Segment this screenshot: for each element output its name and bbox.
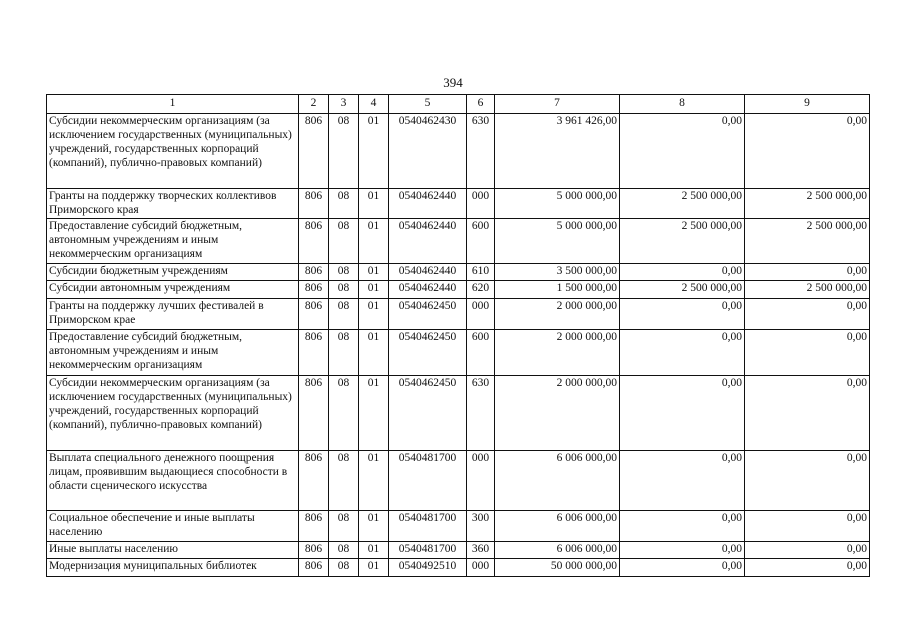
grbs-code: 806: [299, 542, 329, 559]
column-header: 9: [745, 95, 870, 114]
table-row: [47, 299, 870, 330]
row-name: Модернизация муниципальных библиотек: [47, 559, 299, 577]
section-code: 08: [329, 299, 359, 330]
grbs-code: 806: [299, 281, 329, 299]
expense-type-code: 000: [467, 189, 495, 219]
section-code: 08: [329, 114, 359, 189]
amount-col7: 50 000 000,00: [495, 559, 620, 577]
subsection-code: 01: [359, 281, 389, 299]
column-header: 1: [47, 95, 299, 114]
subsection-code: 01: [359, 559, 389, 577]
table-row: [47, 281, 870, 299]
expense-type-code: 000: [467, 299, 495, 330]
amount-col7: 2 000 000,00: [495, 376, 620, 451]
column-header: 6: [467, 95, 495, 114]
section-code: 08: [329, 542, 359, 559]
column-header: 7: [495, 95, 620, 114]
table-body: [47, 114, 870, 577]
expense-type-code: 610: [467, 264, 495, 281]
grbs-code: 806: [299, 451, 329, 511]
table-row: [47, 511, 870, 542]
target-article-code: 0540481700: [389, 451, 467, 511]
subsection-code: 01: [359, 330, 389, 376]
amount-col9: 0,00: [745, 376, 870, 451]
target-article-code: 0540462450: [389, 376, 467, 451]
header-row: [47, 95, 870, 114]
table-row: [47, 330, 870, 376]
amount-col8: 0,00: [620, 559, 745, 577]
subsection-code: 01: [359, 219, 389, 264]
amount-col8: 2 500 000,00: [620, 219, 745, 264]
section-code: 08: [329, 376, 359, 451]
amount-col9: 0,00: [745, 451, 870, 511]
section-code: 08: [329, 281, 359, 299]
table-row: [47, 451, 870, 511]
grbs-code: 806: [299, 511, 329, 542]
target-article-code: 0540462430: [389, 114, 467, 189]
target-article-code: 0540462440: [389, 281, 467, 299]
row-name: Социальное обеспечение и иные выплаты населению: [47, 511, 299, 542]
amount-col8: 0,00: [620, 511, 745, 542]
target-article-code: 0540462440: [389, 189, 467, 219]
column-header: 3: [329, 95, 359, 114]
table-row: [47, 219, 870, 264]
amount-col8: 0,00: [620, 330, 745, 376]
amount-col7: 5 000 000,00: [495, 189, 620, 219]
subsection-code: 01: [359, 542, 389, 559]
grbs-code: 806: [299, 114, 329, 189]
amount-col8: 0,00: [620, 451, 745, 511]
target-article-code: 0540462440: [389, 219, 467, 264]
amount-col9: 0,00: [745, 114, 870, 189]
grbs-code: 806: [299, 189, 329, 219]
section-code: 08: [329, 511, 359, 542]
expense-type-code: 620: [467, 281, 495, 299]
amount-col9: 2 500 000,00: [745, 281, 870, 299]
amount-col7: 5 000 000,00: [495, 219, 620, 264]
table-row: [47, 542, 870, 559]
subsection-code: 01: [359, 451, 389, 511]
page-number: 394: [443, 75, 463, 90]
amount-col8: 0,00: [620, 542, 745, 559]
row-name: Субсидии автономным учреждениям: [47, 281, 299, 299]
row-name: Гранты на поддержку лучших фестивалей в Приморском крае: [47, 299, 299, 330]
target-article-code: 0540462440: [389, 264, 467, 281]
grbs-code: 806: [299, 219, 329, 264]
amount-col8: 0,00: [620, 264, 745, 281]
row-name: Выплата специального денежного поощрения лицам, проявившим выдающиеся способности в области сценического искусства: [47, 451, 299, 511]
subsection-code: 01: [359, 264, 389, 281]
expense-type-code: 300: [467, 511, 495, 542]
subsection-code: 01: [359, 114, 389, 189]
subsection-code: 01: [359, 299, 389, 330]
grbs-code: 806: [299, 264, 329, 281]
target-article-code: 0540492510: [389, 559, 467, 577]
expense-type-code: 360: [467, 542, 495, 559]
amount-col8: 2 500 000,00: [620, 281, 745, 299]
amount-col9: 0,00: [745, 330, 870, 376]
grbs-code: 806: [299, 299, 329, 330]
amount-col9: 0,00: [745, 559, 870, 577]
amount-col9: 0,00: [745, 511, 870, 542]
expense-type-code: 000: [467, 451, 495, 511]
amount-col7: 3 961 426,00: [495, 114, 620, 189]
table-row: [47, 114, 870, 189]
column-header: 2: [299, 95, 329, 114]
amount-col9: 0,00: [745, 542, 870, 559]
amount-col9: 2 500 000,00: [745, 219, 870, 264]
amount-col7: 2 000 000,00: [495, 299, 620, 330]
expense-type-code: 000: [467, 559, 495, 577]
row-name: Субсидии бюджетным учреждениям: [47, 264, 299, 281]
table-row: [47, 189, 870, 219]
amount-col9: 2 500 000,00: [745, 189, 870, 219]
amount-col7: 6 006 000,00: [495, 451, 620, 511]
budget-table: [46, 94, 870, 577]
amount-col9: 0,00: [745, 299, 870, 330]
row-name: Субсидии некоммерческим организациям (за исключением государственных (муниципальных) учреждений, государственных корпораций (компаний), публично-правовых компаний): [47, 376, 299, 451]
grbs-code: 806: [299, 376, 329, 451]
target-article-code: 0540481700: [389, 511, 467, 542]
amount-col7: 6 006 000,00: [495, 542, 620, 559]
amount-col9: 0,00: [745, 264, 870, 281]
column-header: 5: [389, 95, 467, 114]
section-code: 08: [329, 264, 359, 281]
section-code: 08: [329, 219, 359, 264]
section-code: 08: [329, 189, 359, 219]
expense-type-code: 630: [467, 114, 495, 189]
amount-col7: 6 006 000,00: [495, 511, 620, 542]
subsection-code: 01: [359, 511, 389, 542]
expense-type-code: 600: [467, 219, 495, 264]
section-code: 08: [329, 451, 359, 511]
column-header: 4: [359, 95, 389, 114]
row-name: Гранты на поддержку творческих коллективов Приморского края: [47, 189, 299, 219]
target-article-code: 0540462450: [389, 330, 467, 376]
target-article-code: 0540481700: [389, 542, 467, 559]
subsection-code: 01: [359, 189, 389, 219]
target-article-code: 0540462450: [389, 299, 467, 330]
row-name: Предоставление субсидий бюджетным, автономным учреждениям и иным некоммерческим организациям: [47, 330, 299, 376]
table-row: [47, 376, 870, 451]
grbs-code: 806: [299, 559, 329, 577]
amount-col8: 0,00: [620, 376, 745, 451]
row-name: Иные выплаты населению: [47, 542, 299, 559]
subsection-code: 01: [359, 376, 389, 451]
table-row: [47, 264, 870, 281]
expense-type-code: 630: [467, 376, 495, 451]
amount-col7: 2 000 000,00: [495, 330, 620, 376]
section-code: 08: [329, 559, 359, 577]
amount-col8: 0,00: [620, 114, 745, 189]
section-code: 08: [329, 330, 359, 376]
row-name: Предоставление субсидий бюджетным, автономным учреждениям и иным некоммерческим организациям: [47, 219, 299, 264]
amount-col7: 1 500 000,00: [495, 281, 620, 299]
grbs-code: 806: [299, 330, 329, 376]
table-row: [47, 559, 870, 577]
amount-col7: 3 500 000,00: [495, 264, 620, 281]
amount-col8: 0,00: [620, 299, 745, 330]
amount-col8: 2 500 000,00: [620, 189, 745, 219]
expense-type-code: 600: [467, 330, 495, 376]
row-name: Субсидии некоммерческим организациям (за исключением государственных (муниципальных) учреждений, государственных корпораций (компаний), публично-правовых компаний): [47, 114, 299, 189]
column-header: 8: [620, 95, 745, 114]
